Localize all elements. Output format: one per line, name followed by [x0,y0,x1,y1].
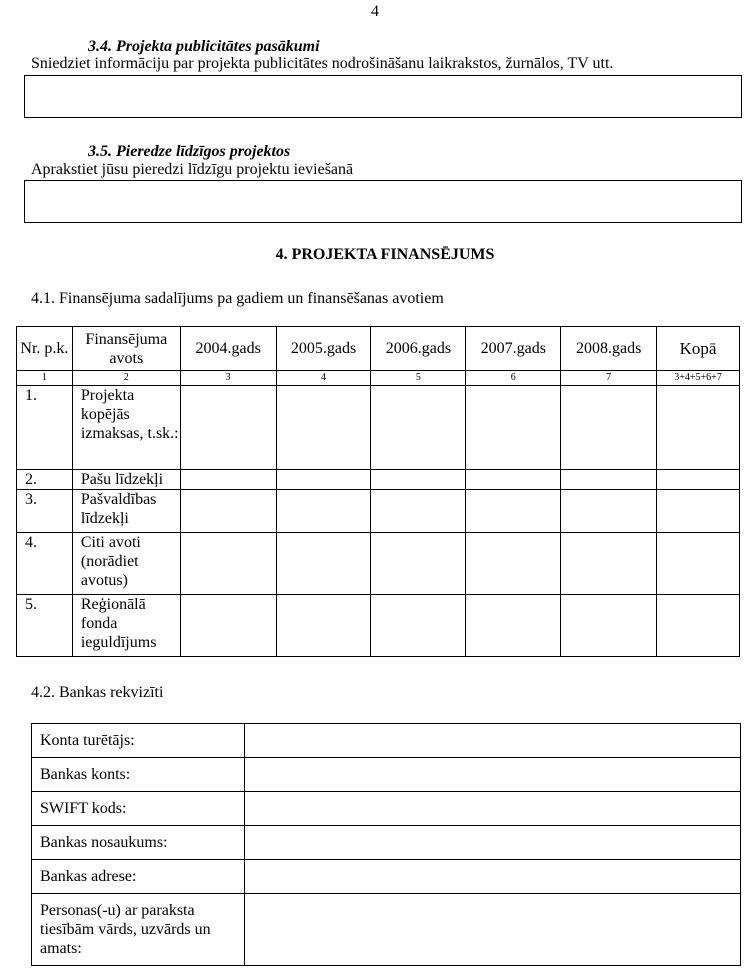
finance-table [16,326,740,657]
finance-header-cell: Finansējuma avots [72,327,180,371]
amount-cell-2008[interactable] [561,386,657,470]
row-number: 3. [17,490,73,533]
experience-input-box[interactable] [24,180,742,223]
section-3-4-title: 3.4. Projekta publicitātes pasākumi [88,38,320,55]
signatory-field[interactable] [244,894,740,966]
row-source: Reģionālā fonda ieguldījums [72,595,180,657]
table-row [17,386,740,470]
row-number: 1. [17,386,73,470]
row-source: Projekta kopējās izmaksas, t.sk.: [72,386,180,470]
subtitle-4-2: 4.2. Bankas rekvizīti [31,684,164,701]
bank-name-field[interactable] [244,826,740,860]
table-row [32,792,741,826]
subtitle-4-1: 4.1. Finansējuma sadalījums pa gadiem un finansēšanas avotiem [31,290,444,307]
table-row [17,595,740,657]
table-row [17,490,740,533]
row-number: 5. [17,595,73,657]
row-source: Pašu līdzekļi [72,470,180,490]
finance-header-cell: 2004.gads [180,327,276,371]
amount-cell-total[interactable] [657,386,740,470]
bank-label: Bankas konts: [32,758,245,792]
amount-cell-2006[interactable] [371,386,466,470]
publicity-input-box[interactable] [24,75,742,118]
table-row [32,826,741,860]
amount-cell-total[interactable] [657,490,740,533]
index-cell: 3+4+5+6+7 [657,371,740,386]
index-cell: 7 [561,371,657,386]
amount-cell-2004[interactable] [180,533,276,595]
table-row [17,533,740,595]
table-row [17,470,740,490]
table-row [32,860,741,894]
amount-cell-2004[interactable] [180,490,276,533]
amount-cell-2007[interactable] [466,470,561,490]
finance-header-row [17,327,740,371]
row-number: 4. [17,533,73,595]
amount-cell-2006[interactable] [371,470,466,490]
amount-cell-2004[interactable] [180,595,276,657]
index-cell: 3 [180,371,276,386]
index-cell: 6 [466,371,561,386]
section-4-title: 4. PROJEKTA FINANSĒJUMS [275,246,495,263]
bank-label: Konta turētājs: [32,724,245,758]
section-3-5-instruction: Aprakstiet jūsu pieredzi līdzīgu projektu ieviešanā [31,161,354,178]
bank-account-field[interactable] [244,758,740,792]
amount-cell-2008[interactable] [561,595,657,657]
bank-label: Bankas adrese: [32,860,245,894]
section-3-4-instruction: Sniedziet informāciju par projekta publicitātes nodrošināšanu laikrakstos, žurnālos, TV utt. [31,55,614,72]
amount-cell-2005[interactable] [276,470,371,490]
table-row [32,758,741,792]
amount-cell-2007[interactable] [466,386,561,470]
amount-cell-2004[interactable] [180,470,276,490]
swift-code-field[interactable] [244,792,740,826]
section-3-5-title: 3.5. Pieredze līdzīgos projektos [88,143,291,160]
page-number: 4 [371,3,379,20]
index-cell: 1 [17,371,73,386]
amount-cell-2004[interactable] [180,386,276,470]
finance-header-cell: 2006.gads [371,327,466,371]
account-holder-field[interactable] [244,724,740,758]
finance-header-cell: Kopā [657,327,740,371]
finance-header-cell: 2007.gads [466,327,561,371]
bank-label: Bankas nosaukums: [32,826,245,860]
row-number: 2. [17,470,73,490]
table-row [32,724,741,758]
amount-cell-2007[interactable] [466,533,561,595]
finance-header-cell: 2008.gads [561,327,657,371]
bank-label: Personas(-u) ar paraksta tiesībām vārds, uzvārds un amats: [32,894,245,966]
amount-cell-2007[interactable] [466,595,561,657]
amount-cell-2006[interactable] [371,533,466,595]
amount-cell-2008[interactable] [561,490,657,533]
amount-cell-2008[interactable] [561,470,657,490]
bank-label: SWIFT kods: [32,792,245,826]
amount-cell-2005[interactable] [276,595,371,657]
amount-cell-2005[interactable] [276,490,371,533]
bank-details-table [31,723,741,966]
amount-cell-2005[interactable] [276,533,371,595]
amount-cell-total[interactable] [657,470,740,490]
amount-cell-2006[interactable] [371,595,466,657]
index-cell: 4 [276,371,371,386]
row-source: Citi avoti (norādiet avotus) [72,533,180,595]
finance-header-cell: Nr. p.k. [17,327,73,371]
index-cell: 2 [72,371,180,386]
amount-cell-total[interactable] [657,533,740,595]
amount-cell-2008[interactable] [561,533,657,595]
amount-cell-2007[interactable] [466,490,561,533]
finance-index-row [17,371,740,386]
amount-cell-2005[interactable] [276,386,371,470]
index-cell: 5 [371,371,466,386]
bank-address-field[interactable] [244,860,740,894]
finance-header-cell: 2005.gads [276,327,371,371]
table-row [32,894,741,966]
amount-cell-total[interactable] [657,595,740,657]
amount-cell-2006[interactable] [371,490,466,533]
row-source: Pašvaldības līdzekļi [72,490,180,533]
